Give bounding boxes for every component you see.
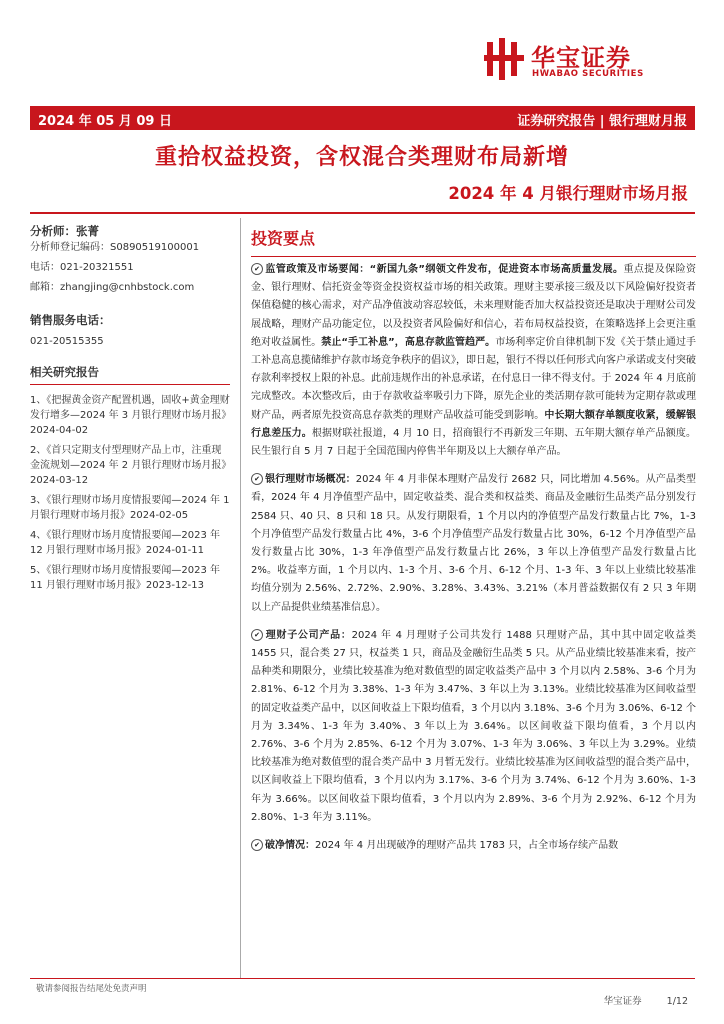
- brand-name-en: HWABAO SECURITIES: [532, 69, 644, 79]
- para-subsidiary-text: 2024 年 4 月理财子公司共发行 1488 只理财产品，其中其中固定收益类 1455 只，混合类 27 只，权益类 1 只，商品及金融衍生品类 5 只。从产品业绩比较基准来看，按产品种类和期限分，业绩比较基准为绝对数值型的固定收益类产品中 3 个月以内 2.58%、3-6 个月为 2.81%、6-12 个月为 3.38%、1-3 年为 3.47%、3 年以上为 3.13%。业绩比较基准为区间收益型的固定收益类产品中，以区间收益上下限均值看，3 个月以内 3.18%、3-6 个月为 3.06%、6-12 个月为 3.34%、1-3 年为 3.40%、3 年以上为 3.64%。以区间收益下限均值看，3 个月以内 2.76%、3-6 个月为 2.85%、6-12 个月为 3.07%、1-3 年为 3.06%、3 年以上为 3.29%。业绩比较基准为绝对数值型的混合类产品中 3 月暂无发行。业绩比较基准为区间收益型的混合类产品中，以区间收益上下限均值看，3 个月以内为 3.17%、3-6 个月为 3.74%、6-12 个月为 3.60%、1-3 年为 3.66%。以区间收益下限均值看，3 个月以内为 2.89%、3-6 个月为 2.92%、6-12 个月为 2.80%、1-3 年为 3.11%。: [251, 629, 697, 823]
- left-sidebar: [30, 218, 230, 593]
- column-divider: [240, 218, 241, 978]
- page-number: 1/12: [666, 996, 688, 1007]
- para-policy-text3: 根据财联社报道，4 月 10 日，招商银行不再新发三年期、五年期大额存单产品额度。民生银行自 5 月 7 日起于全国范围内停售半年期及以上大额存单产品。: [251, 427, 696, 458]
- section-divider: [251, 256, 696, 257]
- main-content: [251, 229, 696, 855]
- para-break-net: [251, 837, 696, 855]
- analyst-cert: 分析师登记编码：S0890519100001: [30, 242, 200, 253]
- para-market: [251, 471, 696, 617]
- analyst-phone: 电话：021-20321551: [30, 262, 134, 273]
- report-date: 2024 年 05 月 09 日: [38, 114, 172, 129]
- bullet-icon: ✔: [251, 263, 263, 275]
- para-subsidiary: [251, 627, 696, 827]
- para-market-text: 2024 年 4 月非保本理财产品发行 2682 只，同比增加 4.56%。从产品类型看，2024 年 4 月净值型产品中，固定收益类、混合类和权益类、商品及金融衍生品类产品分别发行 2584 只、40 只、8 只和 18 只。从发行期限看，1 个月以内的净值型产品发行数量占比 7%，1-3 个月净值型产品发行数量占比 4%，3-6 个月净值型产品发行数量占比 30%，6-12 个月净值型产品发行数量占比 30%，1-3 年净值型产品发行数量占比 26%，3 年以上净值型产品发行数量占比 2%。收益率方面，1 个月以内、1-3 个月、3-6 个月、6-12 个月、1-3 年、3 年以上业绩比较基准均值分别为 2.56%、2.72%、2.90%、3.28%、3.43%、3.21%（本月普益数据仅有 2 只 3 年期以上产品提供业绩基准信息）。: [251, 474, 696, 613]
- report-subtitle: 2024 年 4 月银行理财市场月报: [448, 184, 688, 203]
- para-break-net-title: 破净情况：: [265, 840, 315, 852]
- para-policy-text: 重点提及保险资金、银行理财、信托资金等资金投资权益市场的相关政策。理财主要承接三级及以下风险偏好投资者保值稳健的核心需求，对产品净值波动容忍较低，未来理财能否加大权益投资还是取决于理财公司发展战略，理财产品功能定位，以及投资者风险偏好和信心，若布局权益投资，在策略选择上会更注重绝对收益属性。: [251, 264, 697, 348]
- footer-company: 华宝证券: [603, 996, 642, 1007]
- para-policy: [251, 261, 696, 461]
- related-divider: [30, 384, 230, 385]
- bullet-icon: ✔: [251, 839, 263, 851]
- analyst-label: 分析师：张菁: [30, 224, 99, 238]
- analyst-email[interactable]: 邮箱：zhangjing@cnhbstock.com: [30, 282, 195, 293]
- report-category: 证券研究报告 | 银行理财月报: [517, 114, 687, 129]
- brand-name-cn: 华宝证券: [531, 44, 631, 72]
- related-item[interactable]: 4、《银行理财市场月度情报要闻—2023 年 12 月银行理财市场月报》2024-01-11: [30, 530, 220, 556]
- footer-right: [582, 993, 688, 1007]
- section-heading: 投资要点: [251, 229, 316, 248]
- title-divider: [30, 212, 695, 214]
- para-break-net-text: 2024 年 4 月出现破净的理财产品共 1783 只，占全市场存续产品数: [315, 840, 619, 852]
- para-market-title: 银行理财市场概况：: [265, 474, 356, 486]
- header-bar: [30, 106, 695, 130]
- footer-divider: [30, 978, 695, 979]
- related-heading: 相关研究报告: [30, 365, 99, 379]
- para-subsidiary-title: 理财子公司产品：: [265, 629, 352, 641]
- related-item[interactable]: 2、《首只定期支付型理财产品上市，注重现金流规划—2024 年 2 月银行理财市场月报》2024-03-12: [30, 445, 227, 486]
- related-item[interactable]: 5、《银行理财市场月度情报要闻—2023 年 11 月银行理财市场月报》2023-12-13: [30, 565, 220, 591]
- para-policy-text2: 市场利率定价自律机制下发《关于禁止通过手工补息高息揽储维护存款市场竞争秩序的倡议》，即日起，银行不得以任何形式向客户承诺或支付突破存款利率授权上限的补息。此前违规作出的补息承诺，在付息日一律不得支付。于 2024 年 4 月底前完成整改。本次整改后，由于存款收益率吸引力下降，原先企业的类活期存款可能转为定期存款或理财产品，两者原先投资高息存款类的理财产品收益可能受到影响。: [251, 336, 696, 421]
- sales-phone: 021-20515355: [30, 336, 104, 347]
- para-policy-bold3: 中长期大额存单额度收紧，缓解银行息差压力。: [251, 409, 697, 439]
- bullet-icon: ✔: [251, 473, 263, 485]
- related-item[interactable]: 1、《把握黄金资产配置机遇，固收+黄金理财发行增多—2024 年 3 月银行理财市场月报》2024-04-02: [30, 395, 230, 436]
- related-list: [30, 393, 230, 593]
- footer-disclaimer: 敬请参阅报告结尾处免责声明: [36, 984, 147, 994]
- report-title: 重拾权益投资，含权混合类理财布局新增: [154, 145, 569, 170]
- related-item[interactable]: 3、《银行理财市场月度情报要闻—2024 年 1 月银行理财市场月报》2024-02-05: [30, 495, 230, 521]
- brand-logo: [484, 38, 694, 82]
- para-policy-bold2: 禁止“手工补息”，高息存款监管趋严。: [321, 336, 496, 348]
- para-policy-title: 监管政策及市场要闻：“新国九条”纲领文件发布，促进资本市场高质量发展。: [265, 264, 624, 275]
- sales-label: 销售服务电话：: [30, 313, 111, 327]
- bullet-icon: ✔: [251, 629, 263, 641]
- brand-logo-icon: [484, 38, 526, 80]
